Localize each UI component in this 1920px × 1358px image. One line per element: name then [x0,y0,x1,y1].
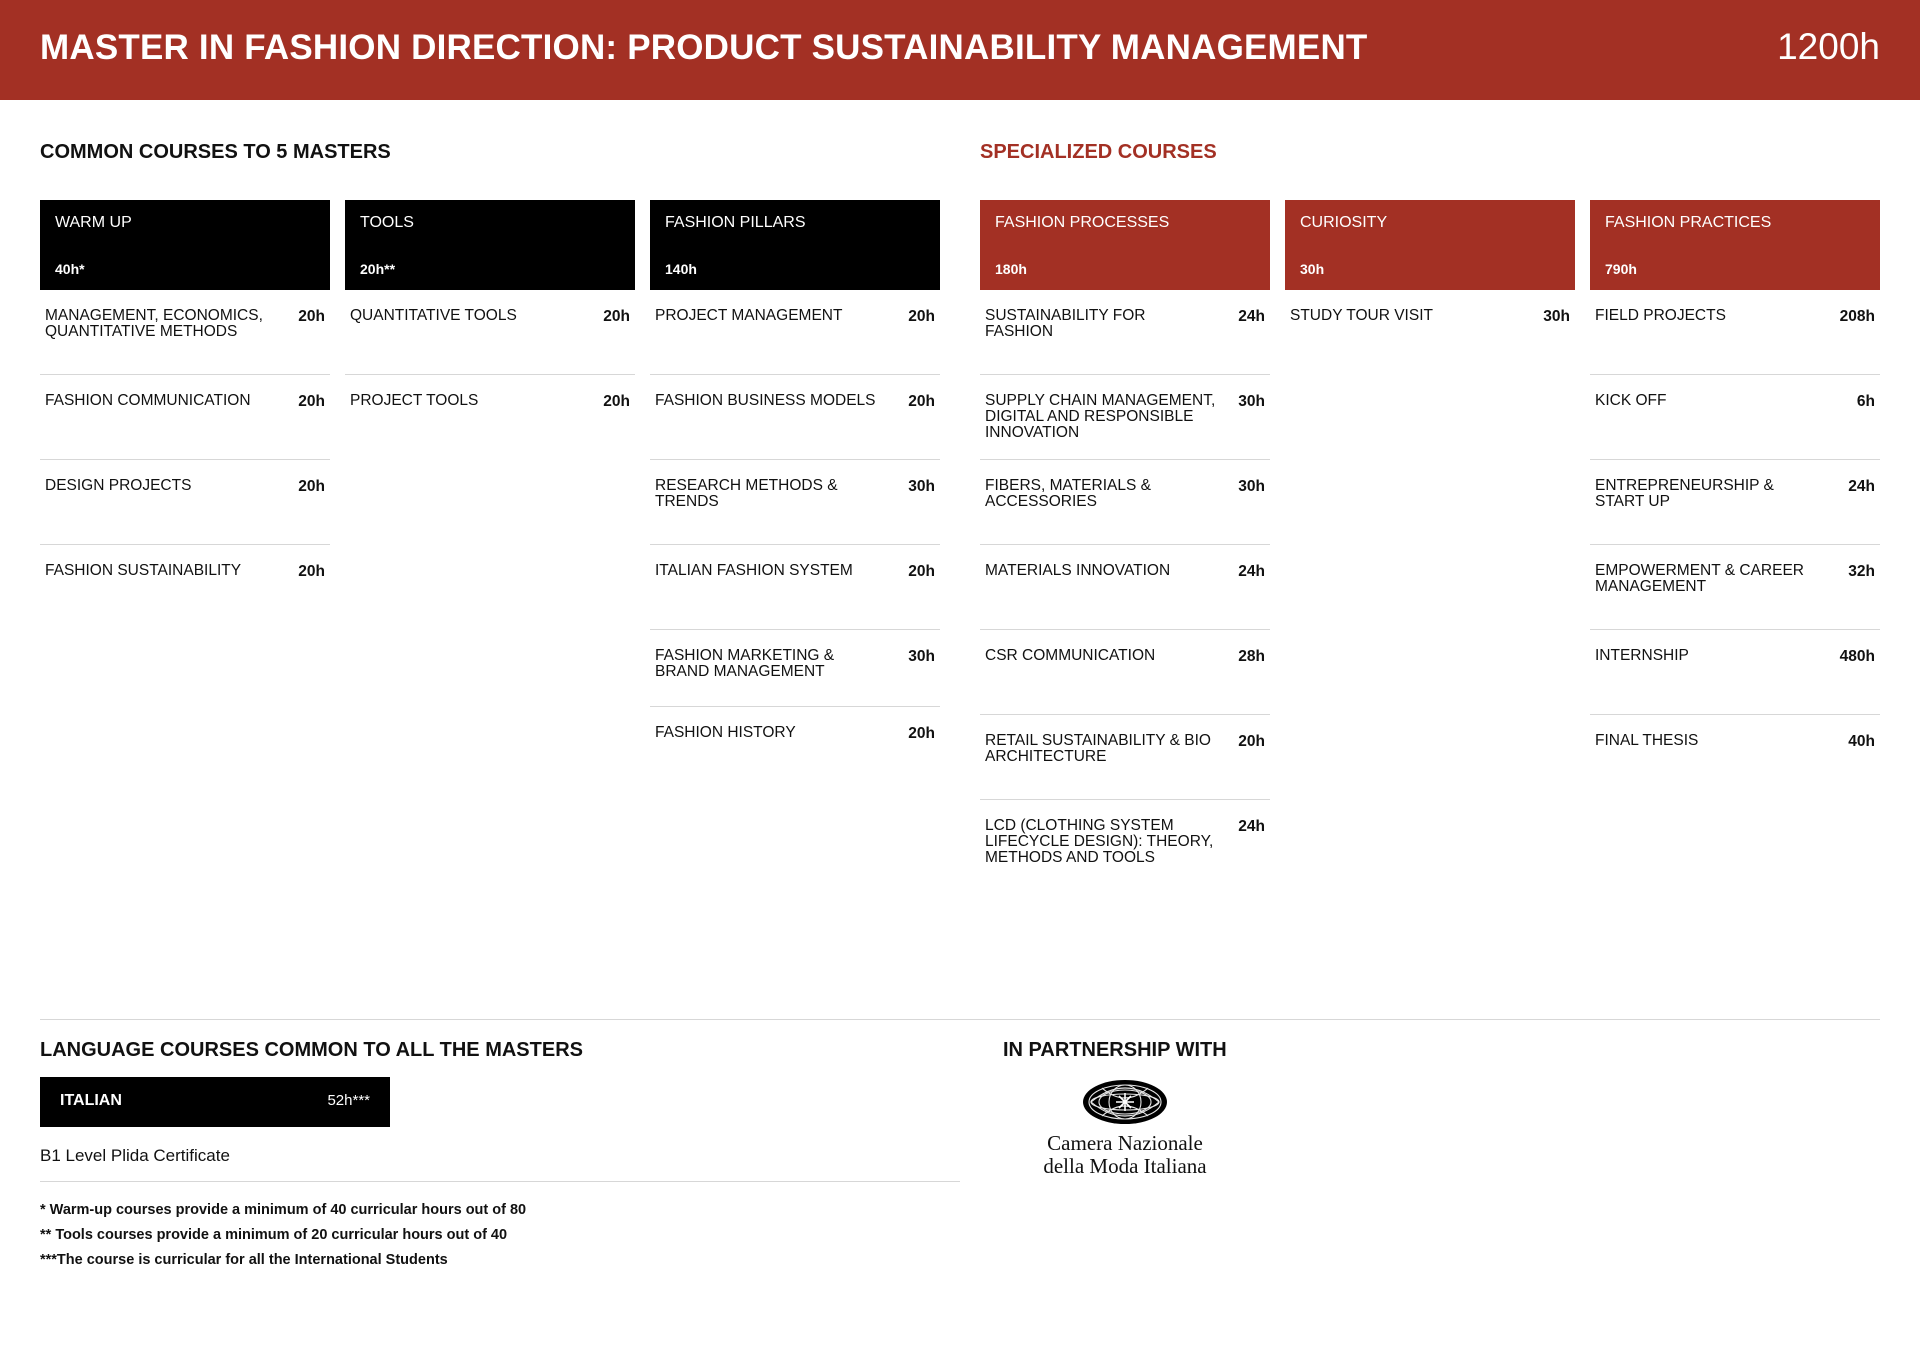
course-row [980,460,1270,545]
course-row [980,800,1270,885]
course-row [650,290,940,375]
course-hours: 24h [1848,478,1875,495]
course-row [1590,290,1880,375]
partner-logo [1030,1078,1220,1188]
section-divider [40,1019,1880,1020]
course-hours: 20h [298,563,325,580]
course-hours: 24h [1238,308,1265,325]
course-row [1590,630,1880,715]
course-name: FASHION SUSTAINABILITY [45,562,242,579]
page-title: MASTER IN FASHION DIRECTION: PRODUCT SUSTAINABILITY MANAGEMENT [40,28,1368,67]
footnote: ***The course is curricular for all the International Students [40,1252,448,1268]
course-name: PROJECT TOOLS [350,392,479,409]
course-hours: 20h [298,393,325,410]
course-row [1590,545,1880,630]
column-hours: 140h [665,261,697,277]
language-divider [40,1181,960,1182]
footnote: * Warm-up courses provide a minimum of 40 curricular hours out of 80 [40,1202,527,1218]
course-name: FASHION COMMUNICATION [45,392,251,409]
course-hours: 30h [1238,393,1265,410]
course-hours: 20h [908,563,935,580]
course-row [980,545,1270,630]
course-hours: 20h [908,725,935,742]
course-column [980,200,1270,885]
course-name: DESIGN PROJECTS [45,477,192,494]
language-course-hours: 52h*** [327,1092,370,1109]
course-name: FINAL THESIS [1595,732,1699,749]
language-course-box [40,1077,390,1127]
course-row [650,630,940,707]
course-row [1285,290,1575,375]
course-name: FASHION MARKETING & BRAND MANAGEMENT [655,647,835,680]
column-hours: 180h [995,261,1027,277]
column-header [1590,200,1880,290]
column-name: FASHION PROCESSES [995,214,1170,231]
specialized-courses-title: SPECIALIZED COURSES [980,141,1217,163]
course-hours: 20h [1238,733,1265,750]
column-header [345,200,635,290]
course-hours: 28h [1238,648,1265,665]
course-column [650,200,940,792]
course-name: CSR COMMUNICATION [985,647,1156,664]
course-hours: 20h [908,308,935,325]
column-name: WARM UP [55,214,132,231]
course-name: SUPPLY CHAIN MANAGEMENT, DIGITAL AND RESPONSIBLE INNOVATION [985,392,1216,441]
header-bar [0,0,1920,100]
column-hours: 20h** [360,261,396,277]
course-row [40,460,330,545]
course-row [1590,375,1880,460]
course-hours: 6h [1856,393,1875,410]
course-name: KICK OFF [1595,392,1667,409]
course-name: STUDY TOUR VISIT [1290,307,1433,324]
course-row [980,630,1270,715]
course-hours: 30h [908,478,935,495]
course-column [40,200,330,630]
course-name: ENTREPRENEURSHIP & START UP [1595,477,1774,510]
course-column [1285,200,1575,375]
column-name: FASHION PRACTICES [1605,214,1772,231]
course-row [980,290,1270,375]
course-name: FASHION BUSINESS MODELS [655,392,876,409]
course-hours: 20h [298,308,325,325]
course-row [40,375,330,460]
column-hours: 790h [1605,261,1637,277]
course-hours: 30h [1238,478,1265,495]
logo-line-2: della Moda Italiana [1043,1154,1207,1178]
course-name: EMPOWERMENT & CAREER MANAGEMENT [1595,562,1804,595]
course-name: MATERIALS INNOVATION [985,562,1171,579]
course-hours: 20h [908,393,935,410]
column-name: TOOLS [360,214,414,231]
column-header [1285,200,1575,290]
footnote: ** Tools courses provide a minimum of 20 curricular hours out of 40 [40,1227,508,1243]
column-name: FASHION PILLARS [665,214,806,231]
partnership-title: IN PARTNERSHIP WITH [1003,1039,1227,1061]
course-hours: 24h [1238,818,1265,835]
course-column [1590,200,1880,800]
column-header [40,200,330,290]
course-row [1590,715,1880,800]
course-row [1590,460,1880,545]
course-hours: 30h [1543,308,1570,325]
course-name: QUANTITATIVE TOOLS [350,307,517,324]
course-hours: 480h [1839,648,1875,665]
course-hours: 24h [1238,563,1265,580]
course-hours: 20h [603,308,630,325]
certificate-text: B1 Level Plida Certificate [40,1146,230,1165]
course-row [980,375,1270,460]
language-courses-title: LANGUAGE COURSES COMMON TO ALL THE MASTERS [40,1039,583,1061]
column-name: CURIOSITY [1300,214,1388,231]
course-name: LCD (CLOTHING SYSTEM LIFECYCLE DESIGN): THEORY, METHODS AND TOOLS [985,817,1214,866]
footnotes [40,1198,526,1273]
course-row [650,460,940,545]
course-name: RESEARCH METHODS & TRENDS [655,477,838,510]
course-row [980,715,1270,800]
course-name: FIELD PROJECTS [1595,307,1726,324]
course-row [345,375,635,460]
course-hours: 20h [298,478,325,495]
column-header [650,200,940,290]
column-hours: 40h* [55,261,85,277]
course-name: MANAGEMENT, ECONOMICS, QUANTITATIVE METHODS [45,307,263,340]
course-row [345,290,635,375]
course-name: FASHION HISTORY [655,724,796,741]
total-hours: 1200h [1777,26,1880,67]
globe-seal-icon [1082,1078,1168,1126]
course-row [650,375,940,460]
course-row [650,707,940,792]
course-hours: 20h [603,393,630,410]
course-column [345,200,635,460]
course-hours: 40h [1848,733,1875,750]
course-hours: 30h [908,648,935,665]
language-course-name: ITALIAN [60,1092,122,1109]
course-name: ITALIAN FASHION SYSTEM [655,562,853,579]
course-name: INTERNSHIP [1595,647,1689,664]
course-name: FIBERS, MATERIALS & ACCESSORIES [985,477,1151,510]
course-hours: 32h [1848,563,1875,580]
course-name: SUSTAINABILITY FOR FASHION [985,307,1146,340]
course-name: RETAIL SUSTAINABILITY & BIO ARCHITECTURE [985,732,1211,765]
course-hours: 208h [1839,308,1875,325]
course-name: PROJECT MANAGEMENT [655,307,843,324]
common-courses-title: COMMON COURSES TO 5 MASTERS [40,141,391,163]
course-row [40,545,330,630]
course-row [650,545,940,630]
course-row [40,290,330,375]
logo-line-1: Camera Nazionale [1047,1131,1203,1155]
column-header [980,200,1270,290]
column-hours: 30h [1300,261,1325,277]
